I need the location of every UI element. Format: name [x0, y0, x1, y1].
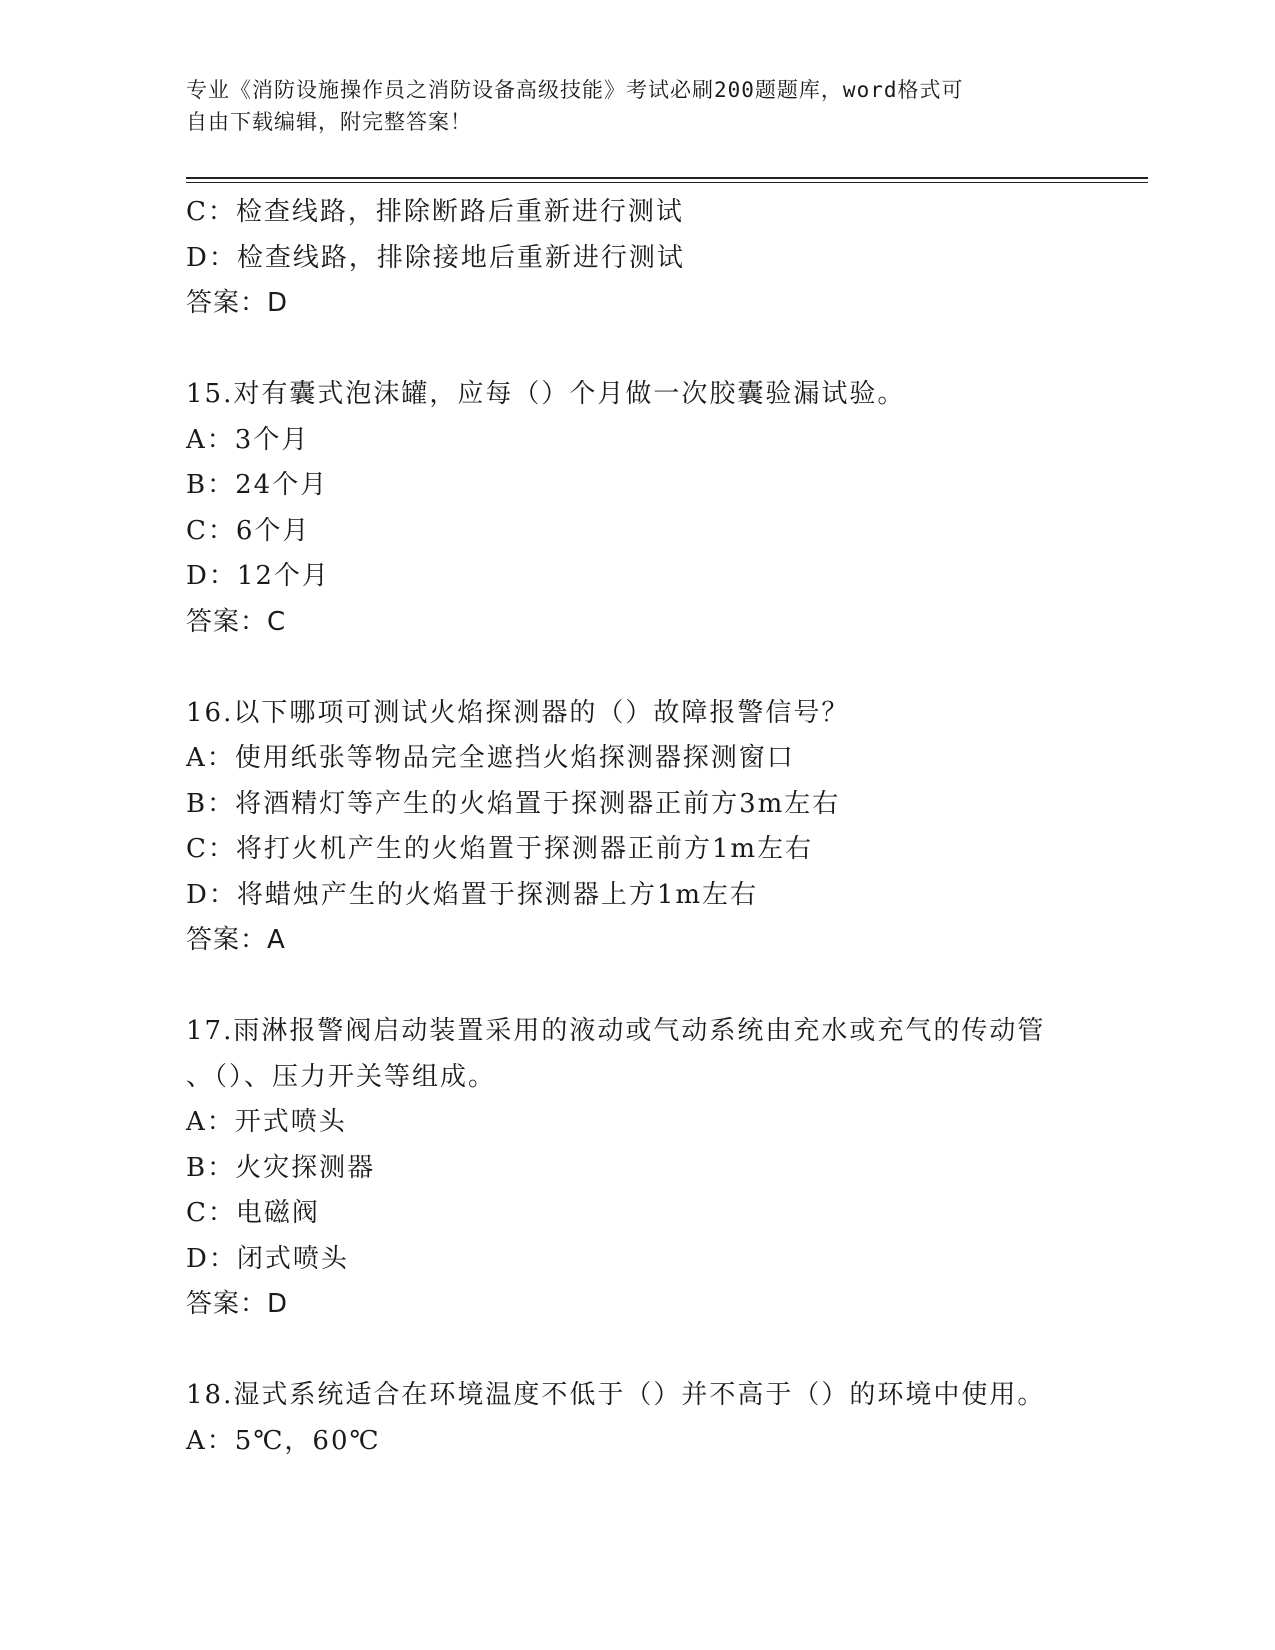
question-16 — [186, 691, 1086, 964]
option-a: A：开式喷头 — [186, 1107, 347, 1137]
option-b: B：将酒精灯等产生的火焰置于探测器正前方3m左右 — [186, 788, 841, 819]
option-c: C：将打火机产生的火焰置于探测器正前方1m左右 — [186, 834, 814, 864]
question-stem-continued: 、（）、压力开关等组成。 — [186, 1061, 497, 1092]
option-c: C：检查线路，排除断路后重新进行测试 — [186, 197, 684, 227]
question-stem: 16.以下哪项可测试火焰探测器的（）故障报警信号？ — [186, 697, 850, 728]
answer-line: 答案：C — [186, 606, 287, 637]
answer-line: 答案：D — [186, 288, 289, 318]
header-divider-thin — [186, 182, 1148, 183]
answer-line: 答案：A — [186, 925, 286, 955]
option-d: D：闭式喷头 — [186, 1243, 349, 1274]
document-header — [186, 74, 1086, 138]
option-d: D：12个月 — [186, 561, 330, 591]
option-a: A：使用纸张等物品完全遮挡火焰探测器探测窗口 — [186, 743, 795, 773]
option-b: B：火灾探测器 — [186, 1152, 376, 1183]
answer-line: 答案：D — [186, 1289, 289, 1319]
option-c: C：6个月 — [186, 515, 311, 546]
question-stem: 17.雨淋报警阀启动装置采用的液动或气动系统由充水或充气的传动管 — [186, 1016, 1046, 1046]
question-content — [186, 190, 1086, 1464]
option-d: D：检查线路，排除接地后重新进行测试 — [186, 242, 685, 273]
question-stem: 15.对有囊式泡沫罐，应每（）个月做一次胶囊验漏试验。 — [186, 379, 906, 409]
header-divider-thick — [186, 177, 1148, 179]
option-d: D：将蜡烛产生的火焰置于探测器上方1m左右 — [186, 879, 759, 910]
option-b: B：24个月 — [186, 470, 329, 500]
question-18 — [186, 1373, 1086, 1464]
option-a: A：3个月 — [186, 424, 310, 455]
option-c: C：电磁阀 — [186, 1198, 320, 1228]
question-17 — [186, 1009, 1086, 1328]
header-line-2: 自由下载编辑，附完整答案！ — [186, 110, 472, 134]
header-line-1: 专业《消防设施操作员之消防设备高级技能》考试必刷200题题库，word格式可 — [186, 78, 964, 102]
option-a: A：5℃，60℃ — [186, 1425, 381, 1456]
question-15 — [186, 372, 1086, 645]
question-stem: 18.湿式系统适合在环境温度不低于（）并不高于（）的环境中使用。 — [186, 1380, 1046, 1410]
